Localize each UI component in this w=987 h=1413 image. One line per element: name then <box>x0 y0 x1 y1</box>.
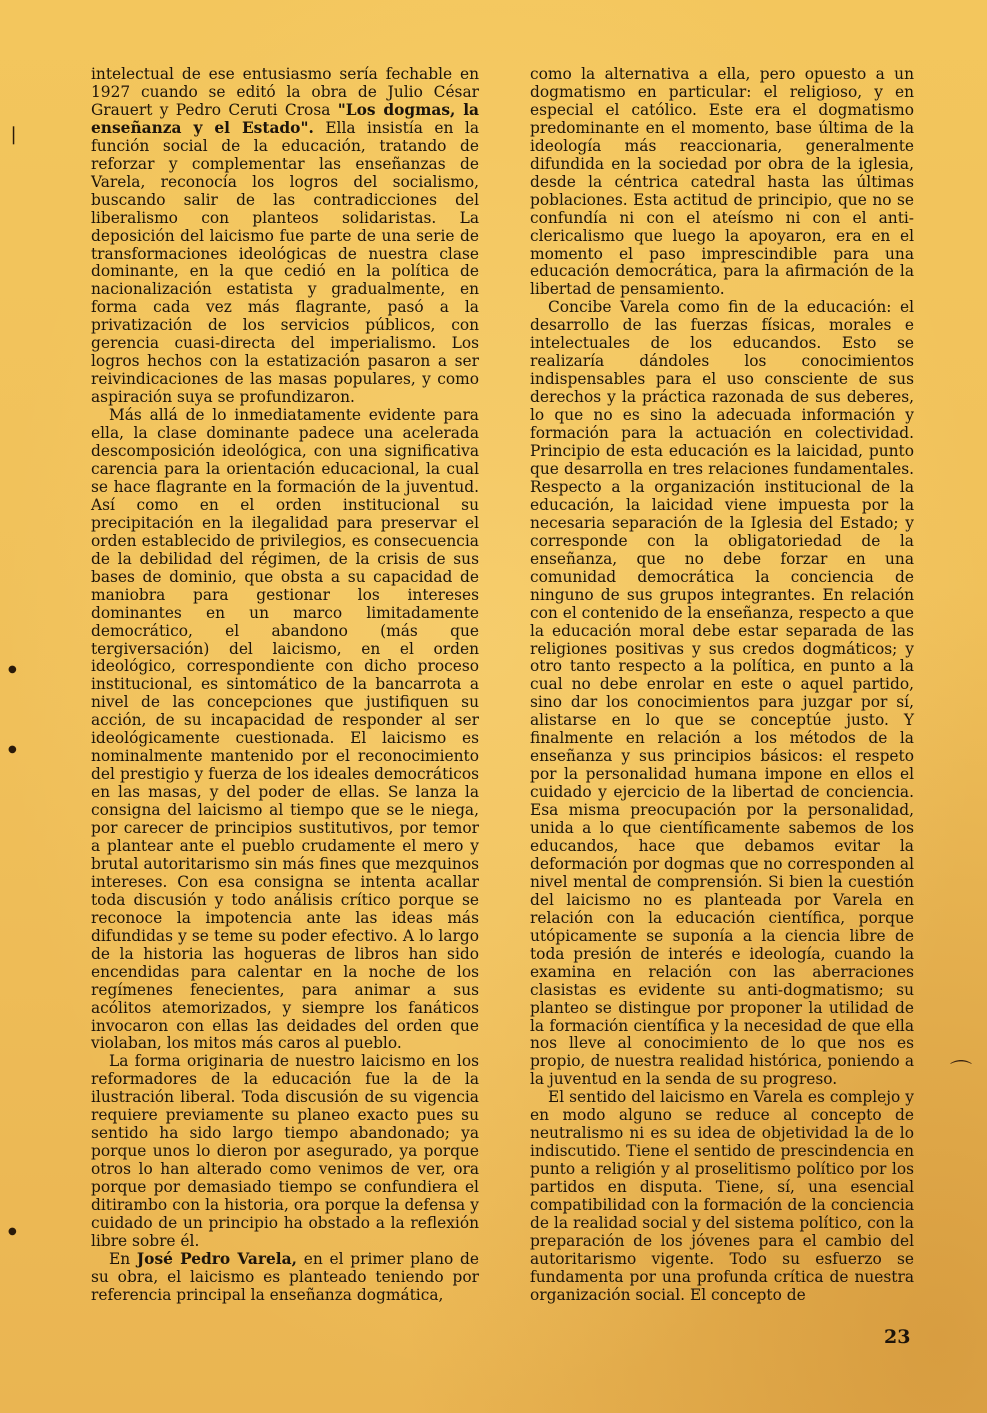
margin-mark-3: ● <box>8 744 17 755</box>
left-paragraph-2: Más allá de lo inmediatamente evidente para ella, la clase dominante padece una acelerada descomposición ideológica, con una significativa carencia para la orientación educacional, la cual se hace flagrante en la formación de la juventud. Así como en el orden institucional su precipitación en la ilegalidad para preservar el orden establecido de privilegios, es consecuencia de la debilidad del régimen, de la crisis de sus bases de dominio, que obsta a su capacidad de maniobra para gestionar los intereses dominantes en un marco limitadamente democrático, el abandono (más que tergiversación) del laicismo, en el orden ideológico, correspondiente con dicho proceso institucional, es sintomático de la bancarrota a nivel de las concepciones que justifiquen su acción, de su incapacidad de responder al ser ideológicamente cuestionada. El laicismo es nominalmente mantenido por el reconocimiento del prestigio y fuerza de los ideales democráticos en las masas, y del poder de ellas. Se lanza la consigna del laicismo al tiempo que se le niega, por carecer de principios sustitutivos, por temor a plantear ante el pueblo crudamente el mero y brutal autoritarismo sin más fines que mezquinos intereses. Con esa consigna se intenta acallar toda discusión y todo análisis crítico porque se reconoce la impotencia ante las ideas más difundidas y se teme su poder efectivo. A lo largo de la historia las hogueras de libros han sido encendidas para calentar en la noche de los regímenes fenecientes, para animar a sus acólitos atemorizados, y siempre los fanáticos invocaron con ellas las deidades del orden que violaban, los mitos más caros al pueblo. <box>91 406 479 1053</box>
right-paragraph-1: como la alternativa a ella, pero opuesto a un dogmatismo en particular: el religioso, y en especial el católico. Este era el dogmatismo predominante en el momento, base última de la ideología más reaccionaria, generalmente difundida en la sociedad por obra de la iglesia, desde la céntrica catedral hasta las últimas poblaciones. Esta actitud de principio, que no se confundía ni con el ateísmo ni con el anti-clericalismo que luego la apoyaron, era en el momento el paso imprescindible para una educación democrática, para la afirmación de la libertad de pensamiento. <box>530 65 914 299</box>
left-paragraph-3: La forma originaria de nuestro laicismo en los reformadores de la educación fue la de la ilustración liberal. Toda discusión de su vigencia requiere previamente su planeo exacto pues su sentido ha sido largo tiempo abandonado; ya porque unos lo dieron por asegurado, ya porque otros lo han alterado como venimos de ver, ora porque por demasiado tiempo se confundiera el ditirambo con la historia, ora porque la defensa y cuidado de un principio ha obstado a la reflexión libre sobre él. <box>91 1052 479 1250</box>
page-number: 23 <box>884 1326 911 1348</box>
margin-mark-2: ● <box>8 664 17 675</box>
author-name: José Pedro Varela, <box>136 1249 297 1268</box>
left-paragraph-1: intelectual de ese entusiasmo sería fechable en 1927 cuando se editó la obra de Julio César Grauert y Pedro Ceruti Crosa "Los dogmas, la enseñanza y el Estado". Ella insistía en la función social de la educación, tratando de reforzar y complementar las enseñanzas de Varela, reconocía los logros del socialismo, buscando salir de las contradicciones del liberalismo con planteos solidaristas. La deposición del laicismo fue parte de una serie de transformaciones ideológicas de nuestra clase dominante, en la que cedió en la política de nacionalización estatista y gradualmente, en forma cada vez más flagrante, pasó a la privatización de los servicios públicos, con gerencia cuasi-directa del imperialismo. Los logros hechos con la estatización pasaron a ser reivindicaciones de las masas populares, y como aspiración suya se profundizaron. <box>91 65 480 407</box>
right-paragraph-3: El sentido del laicismo en Varela es complejo y en modo alguno se reduce al concepto de neutralismo ni es su idea de objetividad la de lo indiscutido. Tiene el sentido de prescindencia en punto a religión y al proselitismo político por los partidos en disputa. Tiene, sí, una esencial compatibilidad con la formación de la conciencia de la realidad social y del sistema político, con la preparación de los jóvenes para el cambio del autoritarismo vigente. Todo su esfuerzo se fundamenta por una profunda crítica de nuestra organización social. El concepto de <box>530 1088 914 1304</box>
right-paragraph-2: Concibe Varela como fin de la educación: el desarrollo de las fuerzas físicas, morales e intelectuales de los educandos. Esto se realizaría dándoles los conocimientos indispensables para el uso consciente de sus derechos y la práctica razonada de sus deberes, lo que no es sino la adecuada información y formación para la actuación en colectividad. Principio de esta educación es la laicidad, punto que desarrolla en tres relaciones fundamentales. Respecto a la organización institucional de la educación, la laicidad viene impuesta por la necesaria separación de la Iglesia del Estado; y corresponde con la obligatoriedad de la enseñanza, que no debe forzar en una comunidad democrática la conciencia de ninguno de sus grupos integrantes. En relación con el contenido de la enseñanza, respecto a que la educación moral debe estar separada de las religiones positivas y sus credos dogmáticos; y otro tanto respecto a la política, en punto a la cual no debe enrolar en este o aquel partido, sino dar los conocimientos para juzgar por sí, alistarse en lo que se conceptúe justo. Y finalmente en relación a los métodos de la enseñanza y sus principios básicos: el respeto por la personalidad humana impone en ellos el cuidado y ejercicio de la libertad de conciencia. Esa misma preocupación por la personalidad, unida a lo que científicamente sabemos de los educandos, hace que debamos evitar la deformación por dogmas que no corresponden al nivel mental de comprensión. Si bien la cuestión del laicismo no es planteada por Varela en relación con la educación científica, porque utópicamente se suponía a la ciencia libre de toda presión de interés e ideología, cuando la examina en relación con las aberraciones clasistas es evidente su anti-dogmatismo; su planteo se distingue por proponer la utilidad de la formación científica y la necesidad de que ella nos lleve al conocimiento de lo que nos es propio, de nuestra realidad histórica, poniendo a la juventud en la senda de su progreso. <box>530 298 914 1089</box>
margin-mark-1: ❘ <box>6 124 22 145</box>
book-title: "Los dogmas, la enseñanza y el Estado". <box>91 100 480 137</box>
left-paragraph-4: En José Pedro Varela, en el primer plano de su obra, el laicismo es planteado teniendo por referencia principal la enseñanza dogmática, <box>91 1249 479 1304</box>
left-column <box>91 66 479 1305</box>
right-column <box>530 66 914 1305</box>
margin-mark-5: ⌒ <box>950 1060 973 1085</box>
margin-mark-4: ● <box>8 1226 17 1237</box>
